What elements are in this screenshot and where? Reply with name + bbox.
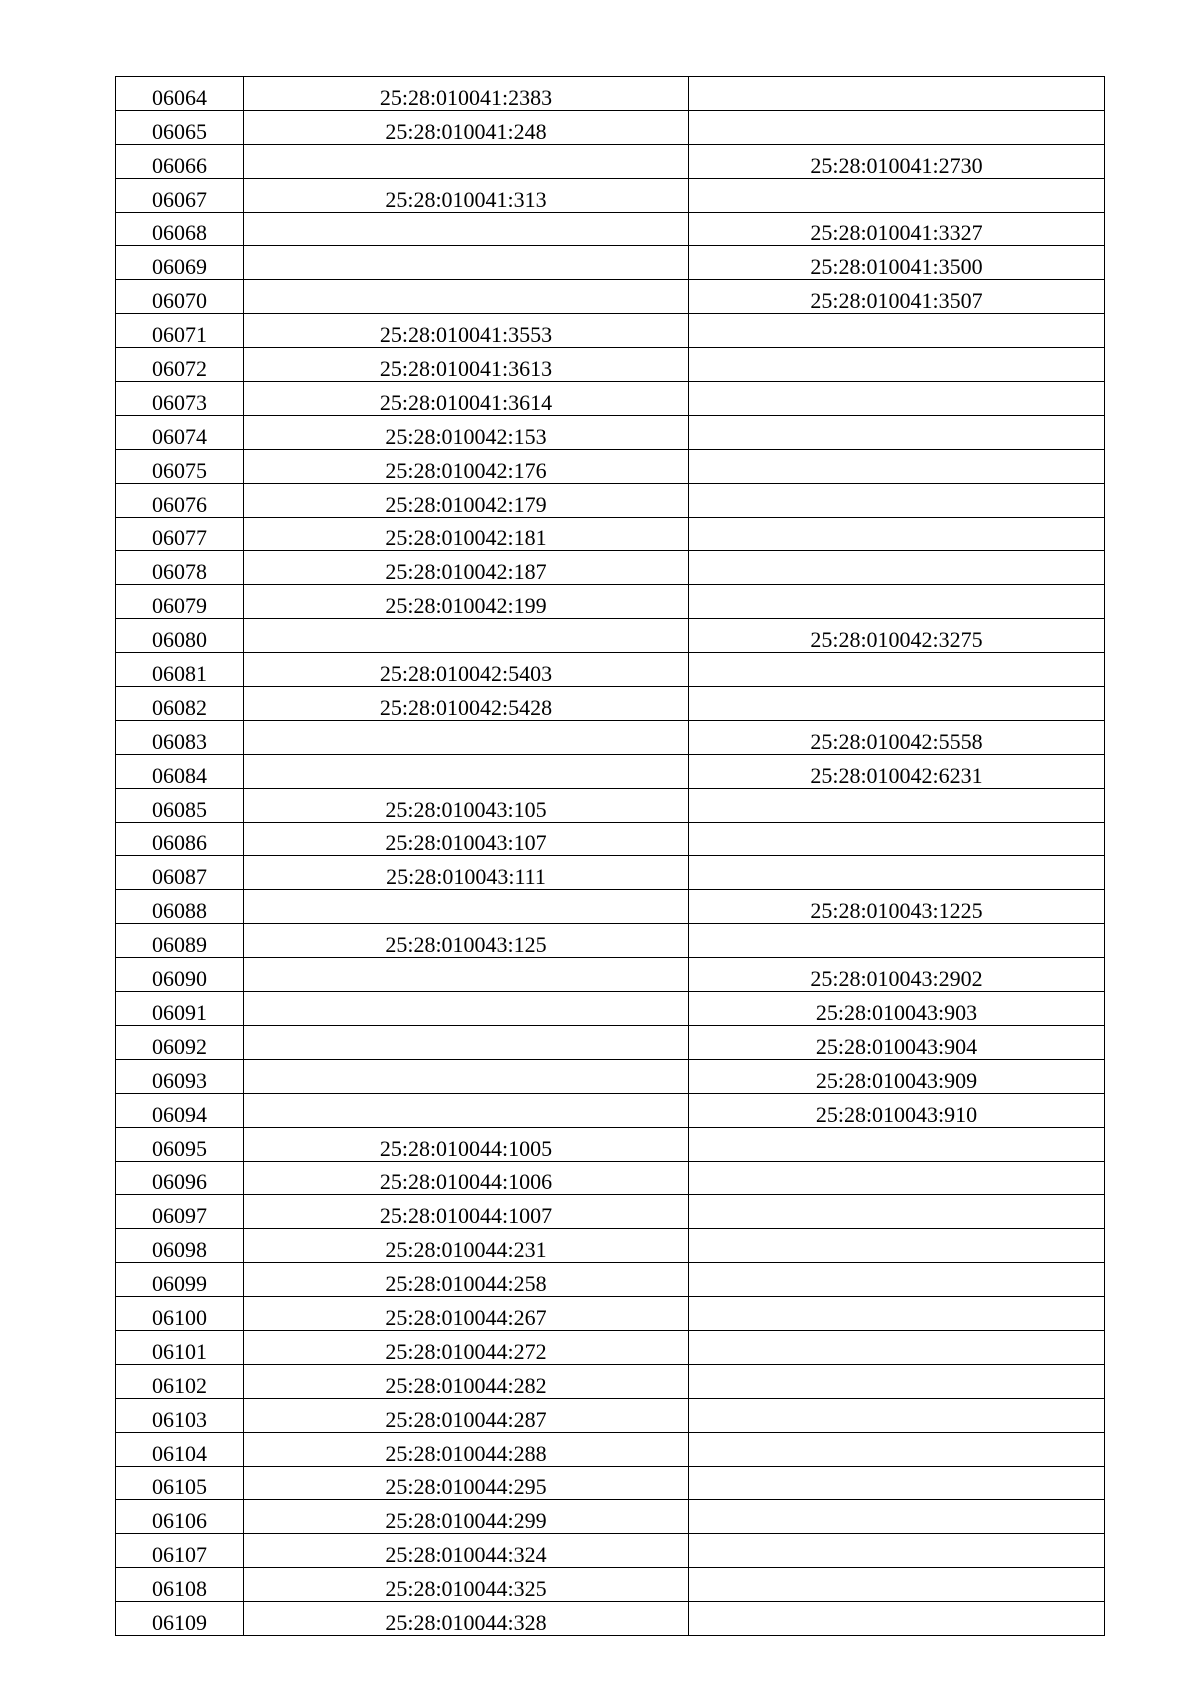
cadastral-number-alt-cell — [689, 314, 1105, 348]
cadastral-number-cell-text: 25:28:010044:272 — [385, 1338, 547, 1364]
cadastral-number-cell — [244, 585, 689, 619]
row-number-cell — [116, 1263, 244, 1297]
table-row — [116, 890, 1105, 924]
cadastral-number-cell — [244, 1093, 689, 1127]
row-number-cell-text: 06064 — [152, 84, 207, 110]
row-number-cell — [116, 1602, 244, 1636]
row-number-cell — [116, 415, 244, 449]
cadastral-number-cell — [244, 822, 689, 856]
row-number-cell-text: 06094 — [152, 1101, 207, 1127]
cadastral-number-alt-cell — [689, 1568, 1105, 1602]
table-row — [116, 958, 1105, 992]
row-number-cell — [116, 551, 244, 585]
cadastral-number-alt-cell-text: 25:28:010042:3275 — [810, 627, 983, 653]
table-row — [116, 1025, 1105, 1059]
table-row — [116, 144, 1105, 178]
table-row — [116, 1161, 1105, 1195]
row-number-cell-text: 06091 — [152, 999, 207, 1025]
cadastral-number-cell — [244, 483, 689, 517]
row-number-cell-text: 06098 — [152, 1237, 207, 1263]
cadastral-number-cell — [244, 246, 689, 280]
cadastral-number-alt-cell — [689, 687, 1105, 721]
row-number-cell — [116, 754, 244, 788]
row-number-cell-text: 06072 — [152, 356, 207, 382]
table-row — [116, 415, 1105, 449]
cadastral-number-alt-cell — [689, 822, 1105, 856]
row-number-cell-text: 06081 — [152, 661, 207, 687]
cadastral-number-cell-text: 25:28:010041:313 — [385, 186, 547, 212]
cadastral-number-cell — [244, 1263, 689, 1297]
row-number-cell — [116, 1364, 244, 1398]
cadastral-number-alt-cell-text: 25:28:010041:3500 — [810, 254, 983, 280]
cadastral-number-alt-cell-text: 25:28:010041:2730 — [810, 152, 983, 178]
row-number-cell-text: 06088 — [152, 898, 207, 924]
row-number-cell-text: 06106 — [152, 1508, 207, 1534]
cadastral-number-cell — [244, 1466, 689, 1500]
row-number-cell — [116, 178, 244, 212]
cadastral-number-cell-text: 25:28:010044:299 — [385, 1508, 547, 1534]
cadastral-number-cell — [244, 1398, 689, 1432]
cadastral-number-alt-cell — [689, 856, 1105, 890]
row-number-cell-text: 06100 — [152, 1304, 207, 1330]
cadastral-number-cell — [244, 110, 689, 144]
cadastral-number-cell — [244, 788, 689, 822]
cadastral-number-cell — [244, 314, 689, 348]
table-row — [116, 1297, 1105, 1331]
table-row — [116, 314, 1105, 348]
cadastral-number-cell — [244, 720, 689, 754]
row-number-cell — [116, 687, 244, 721]
cadastral-number-alt-cell — [689, 1059, 1105, 1093]
cadastral-number-cell-text: 25:28:010044:324 — [385, 1542, 547, 1568]
cadastral-number-alt-cell — [689, 178, 1105, 212]
row-number-cell — [116, 280, 244, 314]
table-row — [116, 754, 1105, 788]
cadastral-number-cell — [244, 619, 689, 653]
row-number-cell-text: 06077 — [152, 525, 207, 551]
cadastral-number-alt-cell — [689, 1127, 1105, 1161]
cadastral-number-cell-text: 25:28:010043:107 — [385, 830, 547, 856]
cadastral-number-cell — [244, 1500, 689, 1534]
cadastral-number-cell — [244, 382, 689, 416]
cadastral-number-cell — [244, 212, 689, 246]
table-row — [116, 348, 1105, 382]
row-number-cell — [116, 1059, 244, 1093]
cadastral-number-cell-text: 25:28:010042:199 — [385, 593, 547, 619]
row-number-cell — [116, 314, 244, 348]
row-number-cell — [116, 483, 244, 517]
table-row — [116, 246, 1105, 280]
table-row — [116, 449, 1105, 483]
row-number-cell-text: 06103 — [152, 1406, 207, 1432]
row-number-cell-text: 06070 — [152, 288, 207, 314]
cadastral-number-alt-cell — [689, 1263, 1105, 1297]
cadastral-numbers-table — [115, 76, 1105, 1636]
row-number-cell — [116, 788, 244, 822]
cadastral-number-cell — [244, 856, 689, 890]
row-number-cell — [116, 1297, 244, 1331]
row-number-cell-text: 06084 — [152, 762, 207, 788]
row-number-cell — [116, 1534, 244, 1568]
row-number-cell — [116, 110, 244, 144]
cadastral-number-alt-cell-text: 25:28:010042:6231 — [810, 762, 983, 788]
row-number-cell — [116, 1195, 244, 1229]
row-number-cell-text: 06092 — [152, 1033, 207, 1059]
cadastral-number-cell — [244, 1059, 689, 1093]
cadastral-number-cell — [244, 144, 689, 178]
row-number-cell — [116, 992, 244, 1026]
cadastral-number-alt-cell-text: 25:28:010043:909 — [815, 1067, 978, 1093]
cadastral-number-cell-text: 25:28:010042:5428 — [379, 694, 553, 720]
cadastral-number-alt-cell — [689, 1025, 1105, 1059]
cadastral-number-alt-cell — [689, 1500, 1105, 1534]
cadastral-number-cell — [244, 1025, 689, 1059]
cadastral-number-cell-text: 25:28:010043:125 — [385, 932, 547, 958]
row-number-cell — [116, 856, 244, 890]
cadastral-number-cell — [244, 1330, 689, 1364]
cadastral-number-cell-text: 25:28:010042:176 — [385, 457, 547, 483]
row-number-cell — [116, 1093, 244, 1127]
cadastral-number-cell — [244, 687, 689, 721]
row-number-cell-text: 06101 — [152, 1338, 207, 1364]
row-number-cell — [116, 720, 244, 754]
cadastral-number-alt-cell-text: 25:28:010043:910 — [815, 1101, 978, 1127]
row-number-cell — [116, 1568, 244, 1602]
cadastral-number-cell-text: 25:28:010041:248 — [385, 118, 547, 144]
table-row — [116, 619, 1105, 653]
cadastral-number-cell-text: 25:28:010042:5403 — [379, 661, 553, 687]
cadastral-number-cell-text: 25:28:010044:267 — [385, 1304, 547, 1330]
cadastral-number-alt-cell — [689, 382, 1105, 416]
row-number-cell — [116, 1500, 244, 1534]
row-number-cell — [116, 1398, 244, 1432]
row-number-cell-text: 06079 — [152, 593, 207, 619]
row-number-cell-text: 06066 — [152, 152, 207, 178]
cadastral-number-cell — [244, 1602, 689, 1636]
cadastral-number-alt-cell — [689, 1297, 1105, 1331]
cadastral-number-alt-cell-text: 25:28:010043:2902 — [810, 966, 983, 992]
cadastral-number-cell-text: 25:28:010041:2383 — [379, 84, 553, 110]
cadastral-number-alt-cell — [689, 110, 1105, 144]
cadastral-number-cell — [244, 348, 689, 382]
cadastral-number-alt-cell-text: 25:28:010043:903 — [815, 999, 978, 1025]
row-number-cell — [116, 619, 244, 653]
cadastral-number-alt-cell — [689, 720, 1105, 754]
row-number-cell — [116, 382, 244, 416]
row-number-cell — [116, 958, 244, 992]
cadastral-number-alt-cell — [689, 348, 1105, 382]
cadastral-number-alt-cell — [689, 619, 1105, 653]
row-number-cell-text: 06096 — [152, 1169, 207, 1195]
table-row — [116, 822, 1105, 856]
row-number-cell — [116, 449, 244, 483]
table-row — [116, 280, 1105, 314]
cadastral-number-alt-cell — [689, 415, 1105, 449]
cadastral-number-alt-cell-text: 25:28:010042:5558 — [810, 728, 983, 754]
cadastral-number-cell-text: 25:28:010042:153 — [385, 423, 547, 449]
cadastral-number-alt-cell — [689, 754, 1105, 788]
table-row — [116, 1602, 1105, 1636]
cadastral-number-alt-cell — [689, 1398, 1105, 1432]
cadastral-number-cell — [244, 1534, 689, 1568]
cadastral-number-alt-cell — [689, 212, 1105, 246]
row-number-cell — [116, 348, 244, 382]
cadastral-number-alt-cell — [689, 585, 1105, 619]
cadastral-number-cell — [244, 1432, 689, 1466]
cadastral-number-cell — [244, 1568, 689, 1602]
row-number-cell-text: 06099 — [152, 1271, 207, 1297]
cadastral-number-cell-text: 25:28:010044:1005 — [379, 1135, 553, 1161]
cadastral-number-alt-cell — [689, 280, 1105, 314]
cadastral-number-alt-cell — [689, 653, 1105, 687]
row-number-cell-text: 06105 — [152, 1474, 207, 1500]
table-row — [116, 720, 1105, 754]
cadastral-number-alt-cell — [689, 449, 1105, 483]
cadastral-number-cell — [244, 924, 689, 958]
row-number-cell-text: 06090 — [152, 966, 207, 992]
cadastral-number-alt-cell — [689, 246, 1105, 280]
cadastral-number-cell-text: 25:28:010042:179 — [385, 491, 547, 517]
table-row — [116, 653, 1105, 687]
cadastral-number-alt-cell — [689, 1534, 1105, 1568]
row-number-cell — [116, 246, 244, 280]
row-number-cell-text: 06095 — [152, 1135, 207, 1161]
cadastral-number-cell-text: 25:28:010043:111 — [386, 864, 546, 890]
table-row — [116, 212, 1105, 246]
cadastral-number-alt-cell-text: 25:28:010041:3507 — [810, 288, 983, 314]
table-row — [116, 788, 1105, 822]
row-number-cell-text: 06076 — [152, 491, 207, 517]
table-row — [116, 1432, 1105, 1466]
cadastral-number-cell — [244, 415, 689, 449]
row-number-cell-text: 06069 — [152, 254, 207, 280]
cadastral-number-cell-text: 25:28:010044:1006 — [379, 1169, 553, 1195]
cadastral-number-cell — [244, 77, 689, 111]
row-number-cell — [116, 1466, 244, 1500]
row-number-cell-text: 06102 — [152, 1372, 207, 1398]
table-row — [116, 1127, 1105, 1161]
row-number-cell — [116, 822, 244, 856]
row-number-cell-text: 06089 — [152, 932, 207, 958]
row-number-cell-text: 06093 — [152, 1067, 207, 1093]
row-number-cell — [116, 77, 244, 111]
row-number-cell — [116, 585, 244, 619]
table-row — [116, 110, 1105, 144]
row-number-cell-text: 06104 — [152, 1440, 207, 1466]
cadastral-number-cell-text: 25:28:010044:258 — [385, 1271, 547, 1297]
table-row — [116, 1568, 1105, 1602]
cadastral-number-cell — [244, 178, 689, 212]
cadastral-number-alt-cell — [689, 144, 1105, 178]
row-number-cell-text: 06082 — [152, 694, 207, 720]
cadastral-number-alt-cell — [689, 1364, 1105, 1398]
cadastral-number-alt-cell — [689, 992, 1105, 1026]
cadastral-number-cell — [244, 1161, 689, 1195]
cadastral-number-alt-cell — [689, 1330, 1105, 1364]
row-number-cell-text: 06078 — [152, 559, 207, 585]
cadastral-number-alt-cell-text: 25:28:010041:3327 — [810, 220, 983, 246]
cadastral-number-alt-cell — [689, 924, 1105, 958]
cadastral-number-alt-cell-text: 25:28:010043:1225 — [810, 898, 983, 924]
row-number-cell-text: 06080 — [152, 627, 207, 653]
table-row — [116, 77, 1105, 111]
row-number-cell-text: 06068 — [152, 220, 207, 246]
cadastral-number-alt-cell — [689, 1093, 1105, 1127]
cadastral-number-cell — [244, 754, 689, 788]
row-number-cell — [116, 924, 244, 958]
row-number-cell-text: 06065 — [152, 118, 207, 144]
table-row — [116, 687, 1105, 721]
table-row — [116, 1263, 1105, 1297]
row-number-cell — [116, 1161, 244, 1195]
row-number-cell-text: 06071 — [152, 322, 207, 348]
table-row — [116, 1500, 1105, 1534]
row-number-cell — [116, 517, 244, 551]
row-number-cell — [116, 890, 244, 924]
table-row — [116, 1364, 1105, 1398]
table-row — [116, 178, 1105, 212]
table-row — [116, 1398, 1105, 1432]
row-number-cell-text: 06086 — [152, 830, 207, 856]
cadastral-number-cell-text: 25:28:010044:288 — [385, 1440, 547, 1466]
table-row — [116, 1195, 1105, 1229]
row-number-cell — [116, 212, 244, 246]
table-row — [116, 1534, 1105, 1568]
table-body — [116, 77, 1105, 1636]
row-number-cell-text: 06108 — [152, 1576, 207, 1602]
cadastral-number-alt-cell — [689, 1602, 1105, 1636]
row-number-cell — [116, 1025, 244, 1059]
row-number-cell-text: 06074 — [152, 423, 207, 449]
row-number-cell-text: 06075 — [152, 457, 207, 483]
cadastral-number-alt-cell — [689, 1432, 1105, 1466]
cadastral-number-cell-text: 25:28:010044:1007 — [379, 1203, 553, 1229]
row-number-cell-text: 06097 — [152, 1203, 207, 1229]
cadastral-number-alt-cell — [689, 1161, 1105, 1195]
table-row — [116, 1330, 1105, 1364]
cadastral-number-cell-text: 25:28:010044:328 — [385, 1609, 547, 1635]
cadastral-number-cell-text: 25:28:010044:295 — [385, 1474, 547, 1500]
row-number-cell — [116, 1330, 244, 1364]
table-row — [116, 856, 1105, 890]
row-number-cell — [116, 653, 244, 687]
cadastral-number-cell — [244, 551, 689, 585]
table-row — [116, 1229, 1105, 1263]
cadastral-number-cell — [244, 958, 689, 992]
row-number-cell — [116, 1432, 244, 1466]
cadastral-number-cell-text: 25:28:010044:287 — [385, 1406, 547, 1432]
cadastral-number-cell-text: 25:28:010041:3614 — [379, 389, 553, 415]
cadastral-number-cell-text: 25:28:010042:187 — [385, 559, 547, 585]
cadastral-number-cell — [244, 890, 689, 924]
cadastral-number-cell-text: 25:28:010044:282 — [385, 1372, 547, 1398]
cadastral-number-cell-text: 25:28:010043:105 — [385, 796, 547, 822]
cadastral-number-cell-text: 25:28:010044:231 — [385, 1237, 547, 1263]
row-number-cell-text: 06087 — [152, 864, 207, 890]
cadastral-number-cell-text: 25:28:010044:325 — [385, 1576, 547, 1602]
table-row — [116, 517, 1105, 551]
cadastral-number-cell-text: 25:28:010042:181 — [385, 525, 547, 551]
cadastral-number-cell — [244, 1229, 689, 1263]
cadastral-number-cell — [244, 653, 689, 687]
cadastral-number-cell — [244, 1297, 689, 1331]
cadastral-number-cell — [244, 1195, 689, 1229]
cadastral-number-alt-cell — [689, 1229, 1105, 1263]
cadastral-number-alt-cell — [689, 551, 1105, 585]
row-number-cell — [116, 1229, 244, 1263]
table-row — [116, 924, 1105, 958]
cadastral-number-alt-cell — [689, 958, 1105, 992]
cadastral-number-alt-cell — [689, 517, 1105, 551]
row-number-cell-text: 06109 — [152, 1609, 207, 1635]
row-number-cell-text: 06073 — [152, 389, 207, 415]
row-number-cell-text: 06067 — [152, 186, 207, 212]
cadastral-number-alt-cell — [689, 77, 1105, 111]
table-row — [116, 483, 1105, 517]
cadastral-number-cell — [244, 517, 689, 551]
cadastral-number-alt-cell — [689, 483, 1105, 517]
table-row — [116, 585, 1105, 619]
row-number-cell-text: 06083 — [152, 728, 207, 754]
cadastral-number-cell — [244, 1364, 689, 1398]
cadastral-number-alt-cell — [689, 788, 1105, 822]
cadastral-number-cell-text: 25:28:010041:3613 — [379, 356, 553, 382]
cadastral-number-cell-text: 25:28:010041:3553 — [379, 322, 553, 348]
table-row — [116, 992, 1105, 1026]
cadastral-number-alt-cell — [689, 1466, 1105, 1500]
row-number-cell-text: 06107 — [152, 1542, 207, 1568]
cadastral-number-cell — [244, 1127, 689, 1161]
cadastral-number-alt-cell-text: 25:28:010043:904 — [815, 1033, 978, 1059]
table-row — [116, 551, 1105, 585]
table-row — [116, 1466, 1105, 1500]
table-row — [116, 1059, 1105, 1093]
cadastral-number-cell — [244, 449, 689, 483]
cadastral-number-alt-cell — [689, 890, 1105, 924]
cadastral-number-cell — [244, 280, 689, 314]
row-number-cell-text: 06085 — [152, 796, 207, 822]
cadastral-number-cell — [244, 992, 689, 1026]
cadastral-number-alt-cell — [689, 1195, 1105, 1229]
row-number-cell — [116, 144, 244, 178]
row-number-cell — [116, 1127, 244, 1161]
table-row — [116, 1093, 1105, 1127]
table-row — [116, 382, 1105, 416]
